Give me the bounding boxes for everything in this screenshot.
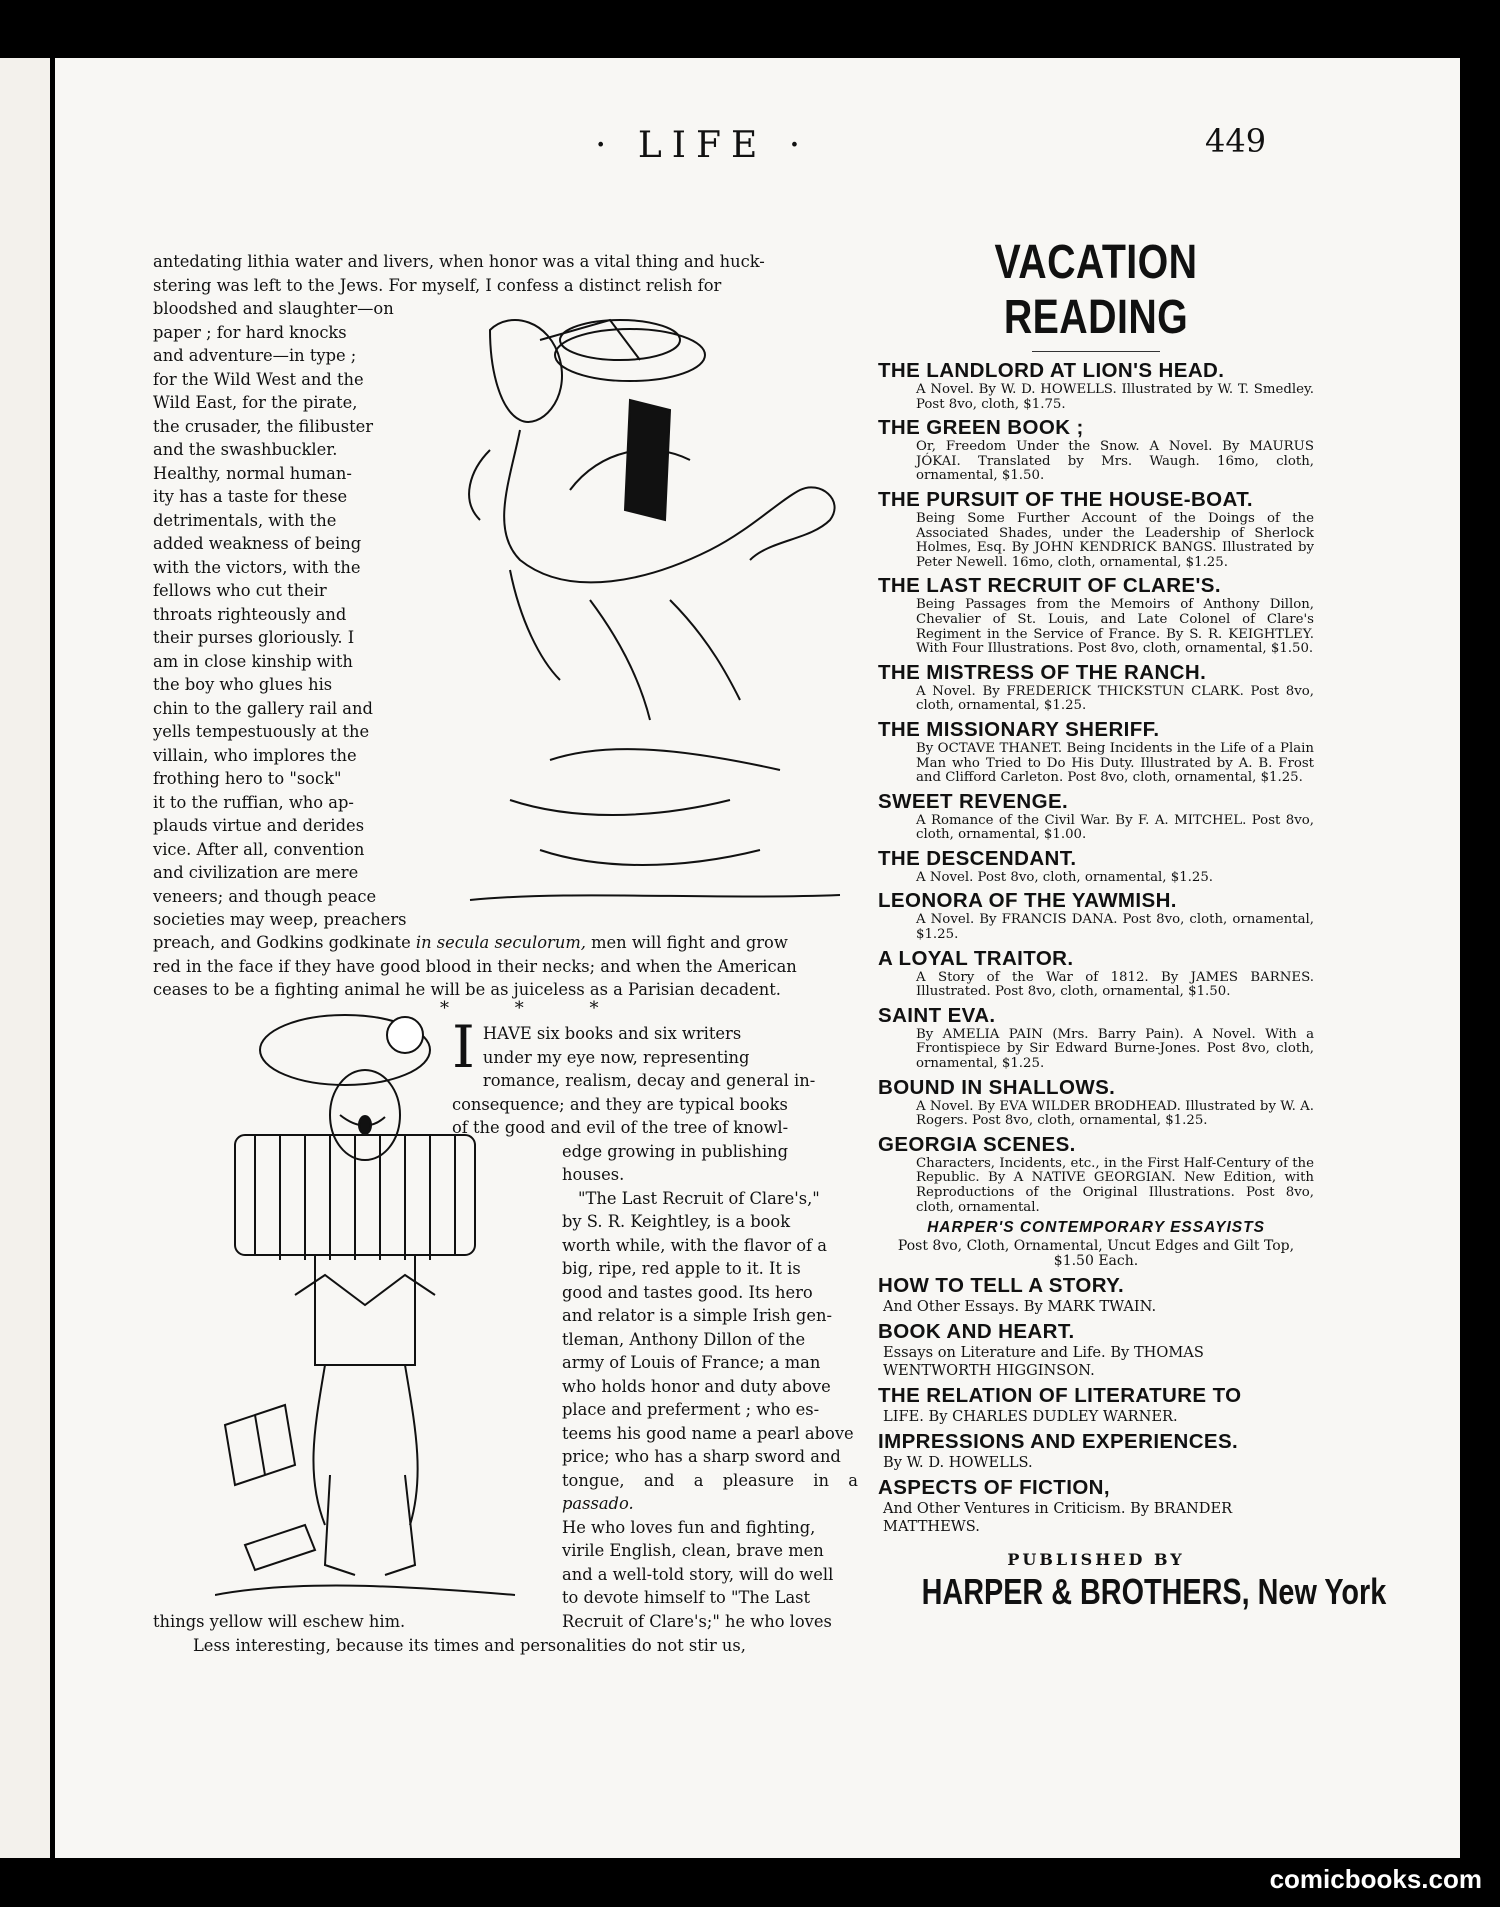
book-listing [878,789,1314,843]
text-line: paper ; for hard knocks [153,322,347,342]
publisher-name: HARPER & BROTHERS, New York [921,1571,1387,1613]
vacation-reading-ad [878,235,1387,1613]
book-description: Characters, Incidents, etc., in the First Half-Century of the Republic. By A NATIVE GEORGIAN. New Edition, with Reproductions of the Original Illustrations. Post 8vo, cloth, ornamental. [916,1155,1314,1215]
book-listing [878,415,1314,484]
book-description: By AMELIA PAIN (Mrs. Barry Pain). A Novel. With a Frontispiece by Sir Edward Burne-Jones. Post 8vo, cloth, ornamental, $1.25. [916,1026,1314,1072]
text-line: ceases to be a fighting animal he will be as juiceless as a Parisian decadent. [153,980,781,999]
text-line: Wild East, for the pirate, [153,393,358,412]
text-line: frothing hero to "sock" [153,769,342,788]
book-description: A Romance of the Civil War. By F. A. MITCHEL. Post 8vo, cloth, ornamental, $1.00. [916,812,1314,843]
text-line: consequence; and they are typical books [452,1094,788,1114]
text-line: Healthy, normal human- [153,463,352,483]
text-line: tongue, and a pleasure in a passado. [562,1470,858,1513]
article-continuation [153,931,858,1002]
text-line: it to the ruffian, who ap- [153,792,354,812]
book-title: THE PURSUIT OF THE HOUSE-BOAT. [878,487,1253,511]
essayists-heading: HARPER'S CONTEMPORARY ESSAYISTS [927,1219,1265,1237]
divider [1032,351,1160,352]
text-line: stering was left to the Jews. For myself, I confess a distinct relish for [153,275,722,295]
text-line: bloodshed and slaughter—on [153,299,394,318]
book-listing [878,1075,1314,1129]
text-line: edge growing in publishing [562,1141,789,1161]
running-head: · LIFE · [595,125,811,166]
book-listing [878,1003,1314,1072]
text-line: army of Louis of France; a man [562,1353,821,1372]
text-line: and adventure—in type ; [153,346,357,365]
text-line: plauds virtue and derides [153,816,365,835]
text-line: detrimentals, with the [153,510,337,530]
text-line: the crusader, the filibuster [153,416,374,436]
text-line: for the Wild West and the [153,369,364,389]
text-line: big, ripe, red apple to it. It is [562,1259,801,1278]
book-listing [878,358,1314,412]
text-line: yells tempestuously at the [153,722,370,741]
text-line: "The Last Recruit of Clare's," [578,1188,820,1208]
text-line: veneers; and though peace [153,886,377,906]
book-title: THE GREEN BOOK ; [878,416,1084,440]
essay-description: By W. D. HOWELLS. [883,1454,1033,1472]
ad-title: VACATION READING [994,236,1198,344]
text-line: villain, who implores the [153,745,357,765]
book-listing [878,660,1314,714]
book-description: A Story of the War of 1812. By JAMES BARNES. Illustrated. Post 8vo, cloth, ornamental, $1.50. [916,969,1314,1000]
published-by-label: PUBLISHED BY [1007,1550,1185,1570]
book-title: SAINT EVA. [878,1003,996,1027]
book-description: A Novel. By W. D. HOWELLS. Illustrated by W. T. Smedley. Post 8vo, cloth, $1.75. [916,382,1314,412]
essay-listing [878,1475,1314,1536]
book-title: BOUND IN SHALLOWS. [878,1075,1116,1099]
text-line: HAVE six books and six writers [482,1024,742,1043]
text-line: worth while, with the flavor of a [562,1235,827,1255]
text-line: with the victors, with the [153,557,361,577]
essay-listing [878,1319,1314,1380]
text-line: their purses gloriously. I [153,628,355,647]
site-watermark: comicbooks.com [1269,1864,1482,1894]
book-description: By OCTAVE THANET. Being Incidents in the Life of a Plain Man who Tried to Do His Duty. Illustrated by A. B. Frost and Clifford Carleton. Post 8vo, cloth, ornamental, $1.25. [916,740,1314,786]
essay-listing [878,1383,1314,1426]
essay-description: And Other Essays. By MARK TWAIN. [883,1298,1157,1316]
text-line: tleman, Anthony Dillon of the [562,1329,806,1349]
book-description: A Novel. Post 8vo, cloth, ornamental, $1.25. [916,869,1214,885]
text-line: added weakness of being [153,534,362,553]
text-line: am in close kinship with [153,651,353,671]
text-line: antedating lithia water and livers, when honor was a vital thing and huck- [153,252,765,271]
text-line: He who loves fun and fighting, [562,1517,816,1537]
book-description: Or, Freedom Under the Snow. A Novel. By MAURUS JÓKAI. Translated by Mrs. Waugh. 16mo, cloth, ornamental, $1.50. [916,439,1314,484]
text-line: vice. After all, convention [153,839,365,859]
facing-page-edge [0,58,50,1858]
book-accordion-illustration [215,1005,555,1605]
book-title: A LOYAL TRAITOR. [878,946,1074,970]
text-line: preach, and Godkins godkinate in secula seculorum, men will fight and grow [153,933,788,952]
book-listing [878,717,1314,786]
book-listing [878,946,1314,1000]
text-line: of the good and evil of the tree of knowl- [452,1118,789,1137]
essay-title: IMPRESSIONS AND EXPERIENCES. [878,1430,1239,1454]
horse-rider-illustration [450,300,860,920]
text-line: and a well-told story, will do well [562,1564,834,1584]
book-listing [878,1132,1314,1215]
book-listing [878,846,1314,886]
text-line: ity has a taste for these [153,487,348,506]
essay-title: THE RELATION OF LITERATURE TO [878,1384,1242,1408]
book-description: A Novel. By FREDERICK THICKSTUN CLARK. Post 8vo, cloth, ornamental, $1.25. [916,683,1314,714]
essay-description: LIFE. By CHARLES DUDLEY WARNER. [883,1408,1178,1426]
text-line: virile English, clean, brave men [562,1541,824,1560]
text-line: red in the face if they have good blood in their necks; and when the American [153,956,797,976]
article-intro [153,250,858,297]
section-break-stars: * * * [440,998,629,1019]
essay-listing [878,1273,1314,1316]
book-description: Being Some Further Account of the Doings of the Associated Shades, under the Leadership of Sherlock Holmes, Esq. By JOHN KENDRICK BANGS. Illustrated by Peter Newell. 16mo, cloth, ornamental, $1.25. [916,510,1314,570]
text-line: to devote himself to "The Last [562,1588,811,1607]
book-title: THE MISSIONARY SHERIFF. [878,717,1160,741]
text-line: by S. R. Keightley, is a book [562,1212,791,1231]
essay-title: HOW TO TELL A STORY. [878,1274,1125,1298]
text-line: fellows who cut their [153,581,327,600]
text-line: place and preferment ; who es- [562,1400,820,1419]
book-title: GEORGIA SCENES. [878,1132,1076,1156]
text-line: teems his good name a pearl above [562,1423,854,1443]
text-line: chin to the gallery rail and [153,698,373,718]
text-line: houses. [562,1165,625,1184]
book-title: THE MISTRESS OF THE RANCH. [878,660,1207,684]
essay-description: Essays on Literature and Life. By THOMAS WENTWORTH HIGGINSON. [883,1344,1204,1380]
text-line: price; who has a sharp sword and [562,1447,841,1466]
text-line: and relator is a simple Irish gen- [562,1306,832,1325]
essayists-note: Post 8vo, Cloth, Ornamental, Uncut Edges and Gilt Top, $1.50 Each. [897,1238,1295,1270]
article-narrow-column [153,297,475,932]
page-number: 449 [1205,122,1267,160]
book-description: Being Passages from the Memoirs of Anthony Dillon, Chevalier of St. Louis, and Late Colonel of Clare's Regiment in the Service of France. By S. R. KEIGHTLEY. With Four Illustrations. Post 8vo, cloth, ornamental, $1.50. [916,597,1314,657]
drop-cap: I [452,1013,475,1081]
essay-description: And Other Ventures in Criticism. By BRANDER MATTHEWS. [883,1500,1233,1536]
essay-title: ASPECTS OF FICTION, [878,1476,1110,1500]
book-title: LEONORA OF THE YAWMISH. [878,889,1177,913]
text-line: romance, realism, decay and general in- [482,1071,816,1090]
text-line: Less interesting, because its times and personalities do not stir us, [193,1635,746,1655]
text-line: good and tastes good. Its hero [562,1282,813,1302]
text-line: throats righteously and [153,604,347,624]
book-listing [878,487,1314,570]
essay-listing [878,1429,1314,1472]
text-line: under my eye now, representing [482,1047,750,1067]
book-listing [878,888,1314,942]
book-title: THE DESCENDANT. [878,846,1077,870]
book-description: A Novel. By EVA WILDER BRODHEAD. Illustrated by W. A. Rogers. Post 8vo, cloth, ornamental, $1.25. [916,1098,1314,1129]
book-title: THE LANDLORD AT LION'S HEAD. [878,359,1225,382]
article-ending [153,1610,858,1657]
text-line: and the swashbuckler. [153,440,338,459]
text-line: the boy who glues his [153,675,333,694]
book-title: SWEET REVENGE. [878,789,1069,813]
book-title: THE LAST RECRUIT OF CLARE'S. [878,574,1221,598]
book-listing [878,573,1314,656]
text-line: societies may weep, preachers [153,910,407,929]
text-line: and civilization are mere [153,863,359,882]
text-line: who holds honor and duty above [562,1376,831,1396]
text-line: things yellow will eschew him. [153,1612,406,1631]
essay-title: BOOK AND HEART. [878,1320,1075,1344]
text-line: Recruit of Clare's;" he who loves [562,1611,832,1631]
book-description: A Novel. By FRANCIS DANA. Post 8vo, cloth, ornamental, $1.25. [916,912,1314,943]
